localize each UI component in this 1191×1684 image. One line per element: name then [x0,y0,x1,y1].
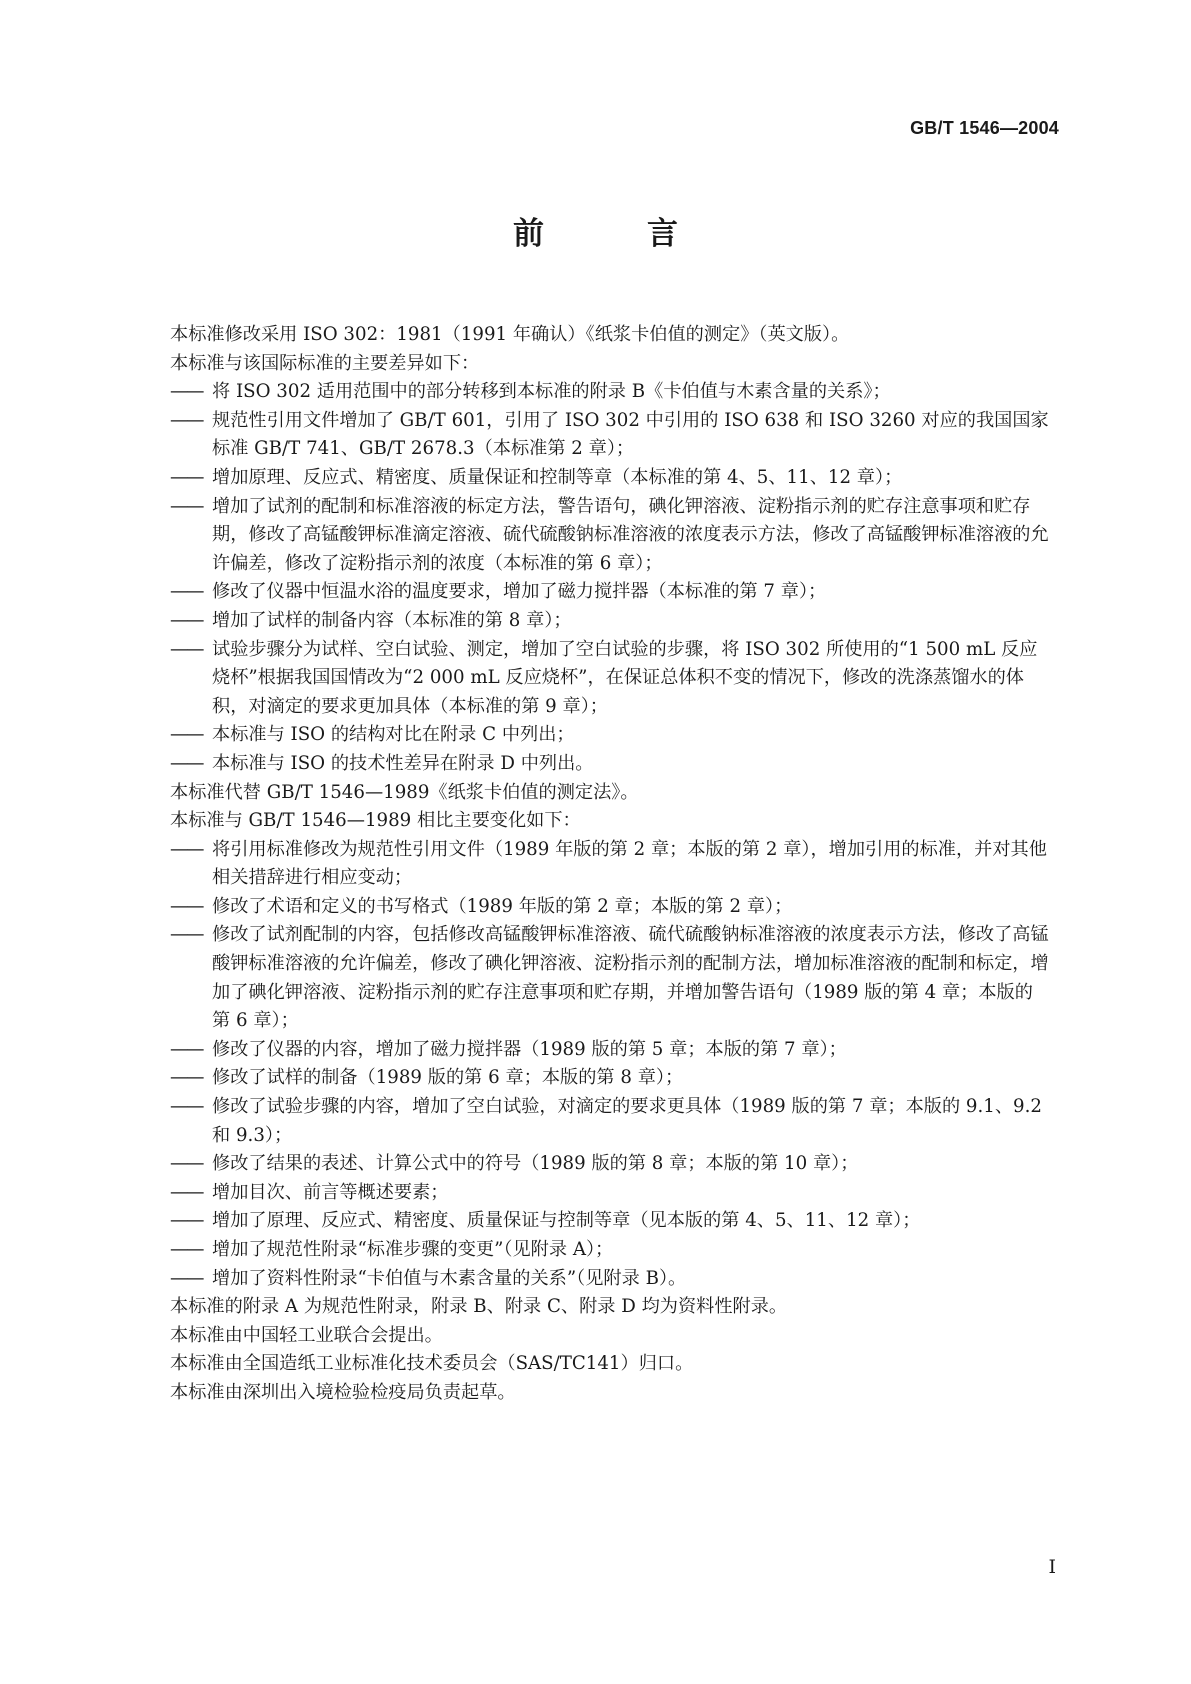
paragraph: 本标准由深圳出入境检验检疫局负责起草。 [170,1381,516,1403]
list-dash: —— [170,1038,203,1060]
list-item-text: 增加目次、前言等概述要素； [212,1181,449,1203]
paragraph: 本标准修改采用 ISO 302：1981（1991 年确认）《纸浆卡伯值的测定》（英文版）。 [170,324,850,345]
list-item-text: 将引用标准修改为规范性引用文件（1989 年版的第 2 章；本版的第 2 章），增加引用的标准，并对其他相关措辞进行相应变动； [212,838,1047,889]
list-item [170,836,1050,893]
list-dash: —— [170,1181,203,1203]
list-dash: —— [170,1067,203,1089]
list-item [170,1265,1050,1294]
list-item [170,378,1050,407]
list-dash: —— [170,895,203,917]
list-item-text: 试验步骤分为试样、空白试验、测定，增加了空白试验的步骤，将 ISO 302 所使用的“1 500 mL 反应烧杯”根据我国国情改为“2 000 mL 反应烧杯”，在保证总体积不变的情况下，修改的洗涤蒸馏水的体积，对滴定的要求更加具体（本标准的第 9 章）； [212,638,1038,717]
list-item-text: 修改了结果的表述、计算公式中的符号（1989 版的第 8 章；本版的第 10 章）； [212,1153,859,1175]
list-item [170,893,1050,922]
list-item-text: 修改了试剂配制的内容，包括修改高锰酸钾标准溶液、硫代硫酸钠标准溶液的浓度表示方法，修改了高锰酸钾标准溶液的允许偏差，修改了碘化钾溶液、淀粉指示剂的配制方法，增加标准溶液的配制和标定，增加了碘化钾溶液、淀粉指示剂的贮存注意事项和贮存期，并增加警告语句（1989 版的第 4 章；本版的第 6 章）； [212,924,1049,1032]
list-dash: —— [170,752,203,774]
list-item [170,1064,1050,1093]
list-item-text: 增加了规范性附录“标准步骤的变更”（见附录 A）； [212,1239,614,1260]
list-item [170,721,1050,750]
list-dash: —— [170,924,203,946]
page-title: 前 言 [513,216,714,252]
list-item [170,407,1050,464]
list-item-text: 将 ISO 302 适用范围中的部分转移到本标准的附录 B《卡伯值与木素含量的关系》； [212,381,891,403]
paragraph: 本标准由中国轻工业联合会提出。 [170,1324,443,1346]
list-item [170,636,1050,722]
list-dash: —— [170,581,203,603]
list-item [170,1236,1050,1265]
paragraph: 本标准由全国造纸工业标准化技术委员会（SAS/TC141）归口。 [170,1353,694,1375]
list-dash: —— [170,409,203,431]
list-item-text: 修改了仪器的内容，增加了磁力搅拌器（1989 版的第 5 章；本版的第 7 章）； [212,1038,847,1060]
list-item [170,750,1050,779]
list-item [170,1150,1050,1179]
list-dash: —— [170,724,203,746]
list-item-text: 修改了仪器中恒温水浴的温度要求，增加了磁力搅拌器（本标准的第 7 章）； [212,581,827,603]
list-item-text: 修改了试样的制备（1989 版的第 6 章；本版的第 8 章）； [212,1067,684,1089]
paragraph: 本标准与 GB/T 1546—1989 相比主要变化如下： [170,810,581,832]
list-item [170,1093,1050,1150]
list-item [170,1036,1050,1065]
list-item [170,464,1050,493]
page-number: I [1048,1556,1056,1578]
list-item [170,1207,1050,1236]
paragraph: 本标准的附录 A 为规范性附录，附录 B、附录 C、附录 D 均为资料性附录。 [170,1296,788,1318]
list-item-text: 增加了试样的制备内容（本标准的第 8 章）； [212,609,572,631]
list-item-text: 本标准与 ISO 的技术性差异在附录 D 中列出。 [212,752,594,774]
list-item [170,578,1050,607]
list-dash: —— [170,1153,203,1175]
list-item-text: 增加了试剂的配制和标准溶液的标定方法，警告语句，碘化钾溶液、淀粉指示剂的贮存注意事项和贮存期，修改了高锰酸钾标准滴定溶液、硫代硫酸钠标准溶液的浓度表示方法，修改了高锰酸钾标准溶液的允许偏差，修改了淀粉指示剂的浓度（本标准的第 6 章）； [212,495,1049,574]
list-dash: —— [170,838,203,860]
list-item-text: 本标准与 ISO 的结构对比在附录 C 中列出； [212,724,575,746]
paragraph: 本标准与该国际标准的主要差异如下： [170,352,480,374]
list-dash: —— [170,1096,203,1118]
list-dash: —— [170,381,203,403]
list-item-text: 增加了资料性附录“卡伯值与木素含量的关系”（见附录 B）。 [212,1267,687,1289]
list-dash: —— [170,638,203,660]
standard-code: GB/T 1546—2004 [910,118,1059,138]
list-dash: —— [170,609,203,631]
list-item [170,1179,1050,1208]
document-body [170,321,1050,1408]
paragraph: 本标准代替 GB/T 1546—1989《纸浆卡伯值的测定法》。 [170,781,639,803]
list-item-text: 规范性引用文件增加了 GB/T 601，引用了 ISO 302 中引用的 ISO 638 和 ISO 3260 对应的我国国家标准 GB/T 741、GB/T 2678.3（本标准第 2 章）； [212,409,1049,460]
list-item [170,607,1050,636]
list-dash: —— [170,466,203,488]
list-dash: —— [170,1267,203,1289]
list-dash: —— [170,1239,203,1260]
list-item [170,493,1050,579]
list-item-text: 增加原理、反应式、精密度、质量保证和控制等章（本标准的第 4、5、11、12 章）； [212,466,903,488]
list-item-text: 修改了术语和定义的书写格式（1989 年版的第 2 章；本版的第 2 章）； [212,895,793,917]
list-dash: —— [170,1210,203,1232]
list-dash: —— [170,495,203,517]
list-item-text: 增加了原理、反应式、精密度、质量保证与控制等章（见本版的第 4、5、11、12 章）； [212,1210,921,1232]
list-item-text: 修改了试验步骤的内容，增加了空白试验，对滴定的要求更具体（1989 版的第 7 章；本版的 9.1、9.2 和 9.3）； [212,1096,1042,1146]
list-item [170,921,1050,1035]
